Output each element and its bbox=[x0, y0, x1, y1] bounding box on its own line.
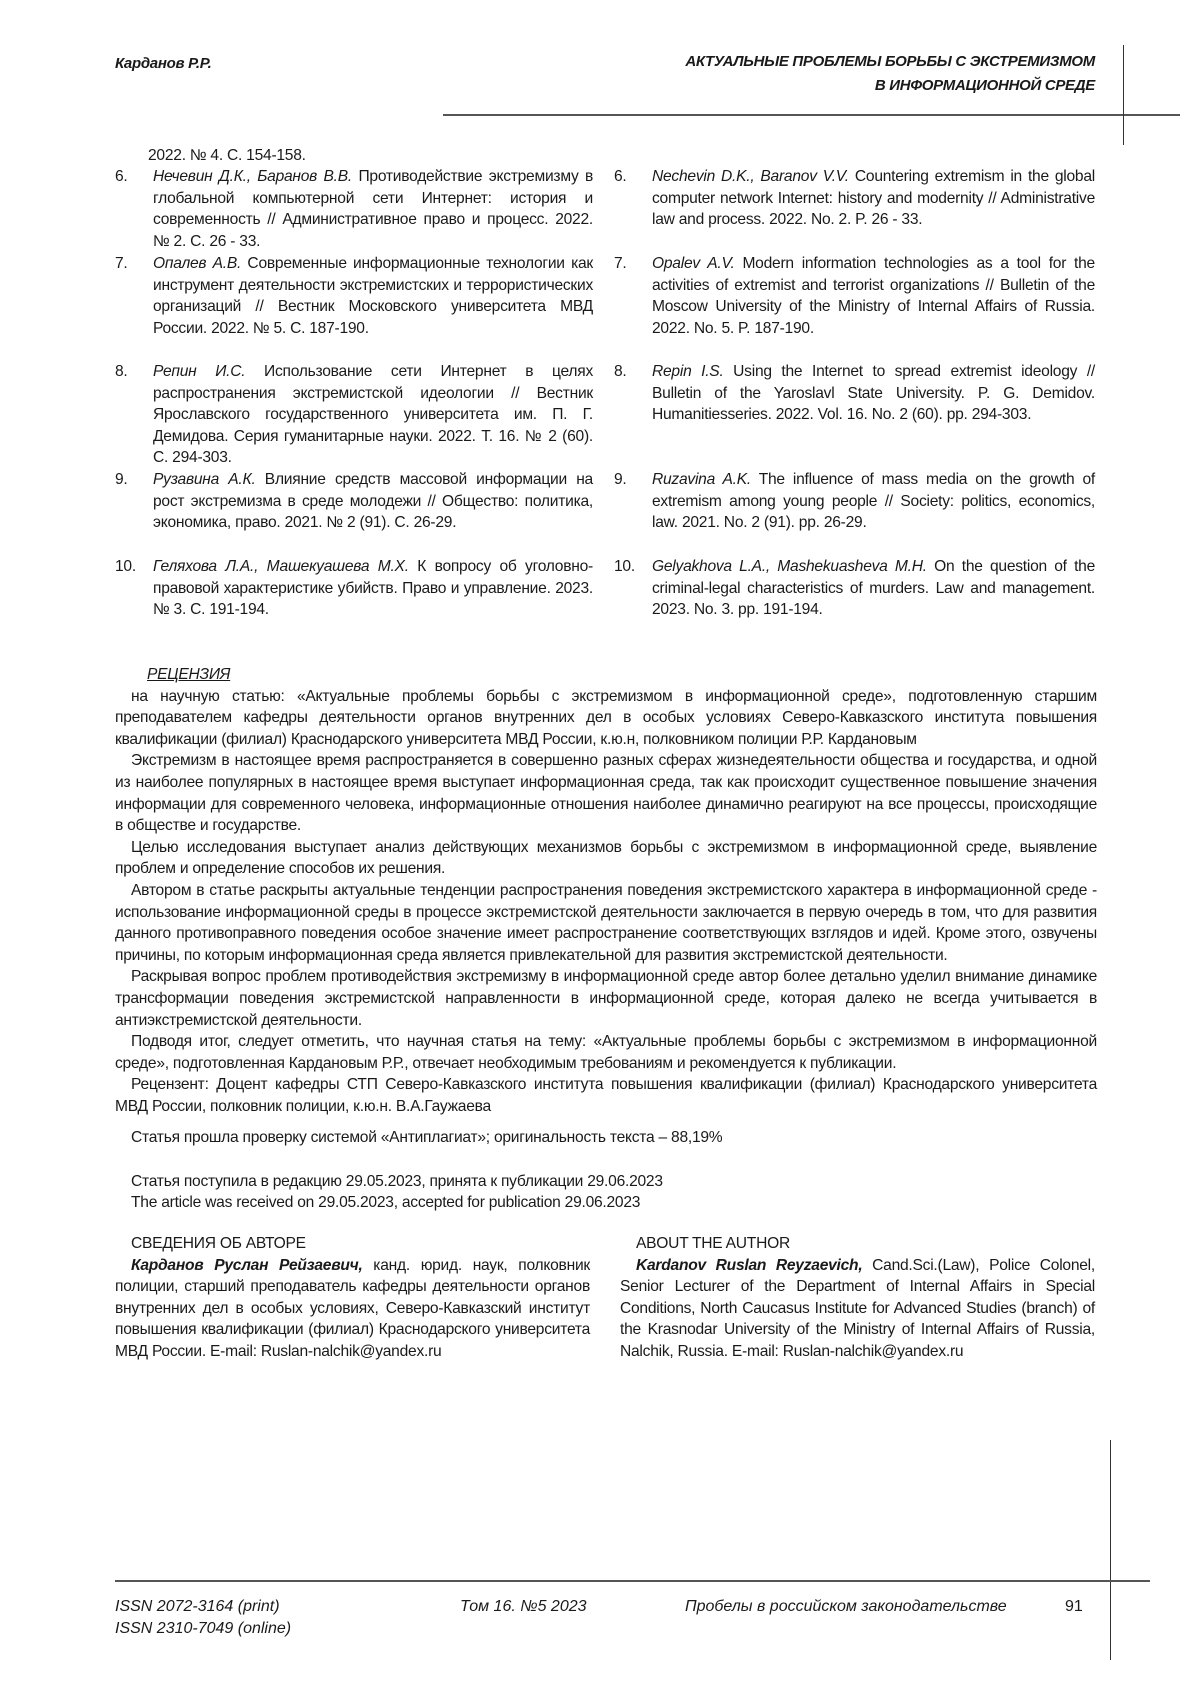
volume-issue: Том 16. №5 2023 bbox=[460, 1596, 587, 1618]
running-title-line1: АКТУАЛЬНЫЕ ПРОБЛЕМЫ БОРЬБЫ С ЭКСТРЕМИЗМОМ bbox=[685, 50, 1095, 74]
reference-text: Влияние средств массовой информации на рост экстремизма в среде молодежи // Общество: политика, экономика, право. 2021. № 2 (91). С. 26-29. bbox=[153, 471, 593, 531]
page-number: 91 bbox=[1065, 1596, 1083, 1618]
author-name-en: Kardanov Ruslan Reyzaevich, bbox=[636, 1257, 862, 1274]
margin-rule-bottom bbox=[1110, 1440, 1111, 1660]
reference-text: Using the Internet to spread extremist ideology // Bulletin of the Yaroslavl State University. P. G. Demidov. Humanitiesseries. 2022. Vol. 16. No. 2 (60). pp. 294-303. bbox=[652, 363, 1095, 423]
running-title-line2: В ИНФОРМАЦИОННОЙ СРЕДЕ bbox=[685, 74, 1095, 98]
reference-number: 7. bbox=[614, 253, 627, 275]
reference-authors: Геляхова Л.А., Машекуашева М.Х. bbox=[153, 558, 409, 575]
reference-ru-6 bbox=[153, 166, 593, 252]
reference-ru-8 bbox=[153, 361, 593, 469]
margin-rule-top bbox=[1123, 45, 1124, 145]
reference-text: The influence of mass media on the growth of extremism among young people // Society: politics, economics, law. 2021. No. 2 (91). pp. 26-29. bbox=[652, 471, 1095, 531]
reference-authors: Рузавина А.К. bbox=[153, 471, 256, 488]
review-paragraph: Целью исследования выступает анализ действующих механизмов борьбы с экстремизмом в информационной среде, выявление проблем и определение способов их решения. bbox=[115, 837, 1097, 880]
reference-authors: Нечевин Д.К., Баранов В.В. bbox=[153, 168, 352, 185]
running-author: Карданов Р.Р. bbox=[115, 55, 212, 72]
reference-number: 8. bbox=[614, 361, 627, 383]
journal-title: Пробелы в российском законодательстве bbox=[685, 1596, 1007, 1618]
reference-text: Countering extremism in the global computer network Internet: history and modernity // Administrative law and process. 2022. No. 2. P. 26 - 33. bbox=[652, 168, 1095, 228]
reference-number: 10. bbox=[614, 556, 635, 578]
reference-en-9 bbox=[652, 469, 1095, 534]
author-details-ru: канд. юрид. наук, полковник полиции, старший преподаватель кафедры деятельности органов внутренних дел в особых условиях, Северо-Кавказский институт повышения квалификации (филиал) Краснодарского университета МВД России. E-mail: Ruslan-nalchik@yandex.ru bbox=[115, 1257, 590, 1360]
author-info-en bbox=[620, 1233, 1095, 1363]
reviewer: Рецензент: Доцент кафедры СТП Северо-Кавказского института повышения квалификации (филиал) Краснодарского университета МВД России, полковник полиции, к.ю.н. В.А.Гаужаева bbox=[115, 1074, 1097, 1117]
reference-number: 8. bbox=[115, 361, 128, 383]
reference-text: Использование сети Интернет в целях распространения экстремистской идеологии // Вестник Ярославского государственного университета им. П. Г. Демидова. Серия гуманитарные науки. 2022. Т. 16. № 2 (60). С. 294-303. bbox=[153, 363, 593, 466]
reference-en-7 bbox=[652, 253, 1095, 339]
reference-number: 10. bbox=[115, 556, 136, 578]
reference-text: On the question of the criminal-legal characteristics of murders. Law and management. 2023. No. 3. pp. 191-194. bbox=[652, 558, 1095, 618]
footer-divider bbox=[115, 1580, 1150, 1582]
reference-number: 9. bbox=[115, 469, 128, 491]
review-heading: РЕЦЕНЗИЯ bbox=[147, 664, 1097, 686]
reference-authors: Opalev A.V. bbox=[652, 255, 735, 272]
reference-number: 6. bbox=[614, 166, 627, 188]
review-paragraph: Автором в статье раскрыты актуальные тенденции распространения поведения экстремистского характера в информационной среде - использование информационной среды в процессе экстремистской деятельности заключается в первую очередь в том, что для развития данного противоправного поведения особое значение имеет распространение соответствующих взглядов и идей. Кроме этого, озвучены причины, по которым информационная среда является привлекательной для развития экстремистской деятельности. bbox=[115, 880, 1097, 966]
reference-en-10 bbox=[652, 556, 1095, 621]
reference-text: Modern information technologies as a tool for the activities of extremist and terrorist organizations // Bulletin of the Moscow University of the Ministry of Internal Affairs of Russia. 2022. No. 5. P. 187-190. bbox=[652, 255, 1095, 337]
review-paragraph: Экстремизм в настоящее время распространяется в совершенно разных сферах жизнедеятельности общества и государства, и одной из наиболее популярных в настоящее время выступает информационная среда, так как происходит существенное повышение значения информации для современного человека, информационные отношения наиболее динамично реагируют на все процессы, происходящие в обществе и государстве. bbox=[115, 750, 1097, 836]
reference-authors: Ruzavina A.K. bbox=[652, 471, 751, 488]
review-section bbox=[115, 664, 1097, 1117]
reference-number: 9. bbox=[614, 469, 627, 491]
reference-text: Противодействие экстремизму в глобальной компьютерной сети Интернет: история и современность // Административное право и процесс. 2022. № 2. С. 26 - 33. bbox=[153, 168, 593, 250]
received-note-ru: Статья поступила в редакцию 29.05.2023, принята к публикации 29.06.2023 bbox=[131, 1171, 663, 1193]
reference-authors: Repin I.S. bbox=[652, 363, 724, 380]
running-title bbox=[685, 50, 1095, 98]
author-details-en: Cand.Sci.(Law), Police Colonel, Senior Lecturer of the Department of Internal Affairs in Special Conditions, North Caucasus Institute for Advanced Studies (branch) of the Krasnodar University of the Ministry of Internal Affairs of Russia, Nalchik, Russia. E-mail: Ruslan-nalchik@yandex.ru bbox=[620, 1257, 1095, 1360]
reference-authors: Опалев А.В. bbox=[153, 255, 241, 272]
received-note-en: The article was received on 29.05.2023, accepted for publication 29.06.2023 bbox=[131, 1192, 640, 1214]
reference-ru-7 bbox=[153, 253, 593, 339]
author-name-ru: Карданов Руслан Рейзаевич, bbox=[131, 1257, 363, 1274]
review-paragraph: на научную статью: «Актуальные проблемы борьбы с экстремизмом в информационной среде», подготовленную старшим преподавателем кафедры деятельности органов внутренних дел в особых условиях Северо-Кавказского института повышения квалификации (филиал) Краснодарского университета МВД России, к.ю.н, полковником полиции Р.Р. Кардановым bbox=[115, 686, 1097, 751]
reference-ru-9 bbox=[153, 469, 593, 534]
author-heading-ru: СВЕДЕНИЯ ОБ АВТОРЕ bbox=[131, 1233, 590, 1255]
issn-print: ISSN 2072-3164 (print) bbox=[115, 1596, 291, 1618]
antiplagiat-note: Статья прошла проверку системой «Антиплагиат»; оригинальность текста – 88,19% bbox=[131, 1127, 722, 1149]
reference-authors: Репин И.С. bbox=[153, 363, 245, 380]
reference-text: К вопросу об уголовно-правовой характеристике убийств. Право и управление. 2023. № 3. С. 191-194. bbox=[153, 558, 593, 618]
reference-authors: Gelyakhova L.A., Mashekuasheva M.H. bbox=[652, 558, 927, 575]
reference-ru-10 bbox=[153, 556, 593, 621]
reference-continuation: 2022. № 4. С. 154-158. bbox=[148, 145, 306, 167]
reference-text: Современные информационные технологии как инструмент деятельности экстремистских и террористических организаций // Вестник Московского университета МВД России. 2022. № 5. С. 187-190. bbox=[153, 255, 593, 337]
author-info-ru bbox=[115, 1233, 590, 1363]
reference-en-8 bbox=[652, 361, 1095, 426]
reference-en-6 bbox=[652, 166, 1095, 231]
issn-block bbox=[115, 1596, 291, 1640]
review-paragraph: Подводя итог, следует отметить, что научная статья на тему: «Актуальные проблемы борьбы с экстремизмом в информационной среде», подготовленная Кардановым Р.Р., отвечает необходимым требованиям и рекомендуется к публикации. bbox=[115, 1031, 1097, 1074]
reference-number: 7. bbox=[115, 253, 128, 275]
issn-online: ISSN 2310-7049 (online) bbox=[115, 1618, 291, 1640]
reference-number: 6. bbox=[115, 166, 128, 188]
author-heading-en: ABOUT THE AUTHOR bbox=[636, 1233, 1095, 1255]
reference-authors: Nechevin D.K., Baranov V.V. bbox=[652, 168, 849, 185]
header-divider bbox=[443, 114, 1180, 116]
review-paragraph: Раскрывая вопрос проблем противодействия экстремизму в информационной среде автор более детально уделил внимание динамике трансформации поведения экстремистской направленности в информационной среде, которая далеко не всегда учитывается в антиэкстремистской деятельности. bbox=[115, 966, 1097, 1031]
